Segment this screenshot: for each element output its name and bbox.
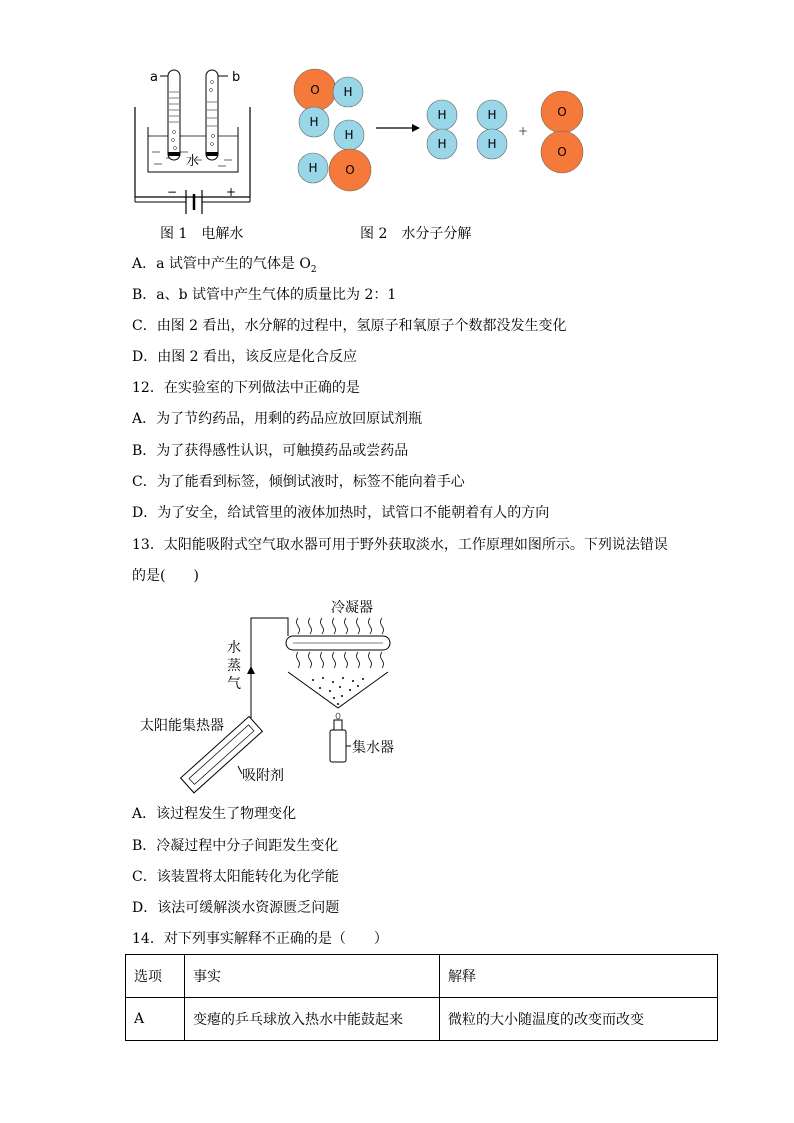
vapor-label-1: 水 bbox=[227, 640, 241, 656]
vapor-label-2: 蒸 bbox=[227, 658, 241, 674]
q11-option-b: B．a、b 试管中产生气体的质量比为 2：1 bbox=[132, 287, 397, 303]
q12-option-b: B．为了获得感性认识，可触摸药品或尝药品 bbox=[132, 443, 409, 459]
q13-stem-2: 的是( ) bbox=[132, 568, 199, 584]
vapor-label-3: 气 bbox=[227, 676, 241, 692]
q12-stem: 12．在实验室的下列做法中正确的是 bbox=[132, 380, 360, 396]
battery-minus: − bbox=[167, 185, 178, 199]
adsorbent-label: 吸附剂 bbox=[242, 768, 284, 784]
svg-text:H: H bbox=[487, 137, 497, 151]
svg-text:O: O bbox=[345, 163, 355, 177]
table-header-row bbox=[126, 955, 718, 998]
svg-text:O: O bbox=[557, 105, 567, 119]
svg-text:+: + bbox=[517, 124, 529, 138]
figure-1-electrolysis bbox=[130, 62, 280, 222]
figure-1-caption: 图 1 电解水 bbox=[160, 226, 244, 242]
tube-a-label: a bbox=[150, 70, 158, 85]
header-fact: 事实 bbox=[185, 955, 440, 998]
water-collector-label: 集水器 bbox=[352, 740, 394, 756]
row-a-explanation: 微粒的大小随温度的改变而改变 bbox=[440, 998, 718, 1041]
row-a-option: A bbox=[126, 998, 185, 1041]
q13-option-c: C．该装置将太阳能转化为化学能 bbox=[132, 869, 339, 885]
tube-b-label: b bbox=[232, 70, 241, 85]
condenser-label: 冷凝器 bbox=[331, 600, 373, 616]
q12-option-c: C．为了能看到标签，倾倒试液时，标签不能向着手心 bbox=[132, 474, 465, 490]
q14-table bbox=[125, 954, 718, 1041]
figure-2-caption: 图 2 水分子分解 bbox=[360, 226, 472, 242]
header-explanation: 解释 bbox=[440, 955, 718, 998]
water-label: 水 bbox=[186, 154, 200, 169]
svg-text:H: H bbox=[487, 108, 497, 122]
svg-text:H: H bbox=[309, 115, 319, 129]
header-option: 选项 bbox=[126, 955, 185, 998]
table-row bbox=[126, 998, 718, 1041]
battery-plus: + bbox=[226, 185, 237, 199]
svg-text:H: H bbox=[344, 128, 354, 142]
q13-option-a: A．该过程发生了物理变化 bbox=[132, 806, 297, 822]
svg-text:O: O bbox=[310, 83, 320, 97]
q13-option-d: D．该法可缓解淡水资源匮乏问题 bbox=[132, 900, 340, 916]
svg-text:H: H bbox=[308, 161, 318, 175]
svg-text:H: H bbox=[437, 108, 447, 122]
q12-option-a: A．为了节约药品，用剩的药品应放回原试剂瓶 bbox=[132, 411, 423, 427]
q14-stem: 14．对下列事实解释不正确的是（ ） bbox=[132, 931, 388, 947]
svg-text:H: H bbox=[343, 85, 353, 99]
figure-2-decomposition bbox=[288, 64, 588, 194]
q11-option-c: C．由图 2 看出，水分解的过程中，氢原子和氧原子个数都没发生变化 bbox=[132, 318, 567, 334]
figure-3-water-harvester bbox=[138, 596, 438, 796]
svg-text:O: O bbox=[557, 145, 567, 159]
q11-option-d: D．由图 2 看出，该反应是化合反应 bbox=[132, 349, 358, 365]
solar-collector-label: 太阳能集热器 bbox=[140, 718, 224, 734]
row-a-fact: 变瘪的乒乓球放入热水中能鼓起来 bbox=[185, 998, 440, 1041]
q11-option-a: A．a 试管中产生的气体是 $O_2$ bbox=[132, 256, 317, 275]
q13-stem-1: 13．太阳能吸附式空气取水器可用于野外获取淡水，工作原理如图所示。下列说法错误 bbox=[132, 537, 668, 553]
q13-option-b: B．冷凝过程中分子间距发生变化 bbox=[132, 838, 339, 854]
q12-option-d: D．为了安全，给试管里的液体加热时，试管口不能朝着有人的方向 bbox=[132, 505, 550, 521]
svg-text:H: H bbox=[437, 137, 447, 151]
